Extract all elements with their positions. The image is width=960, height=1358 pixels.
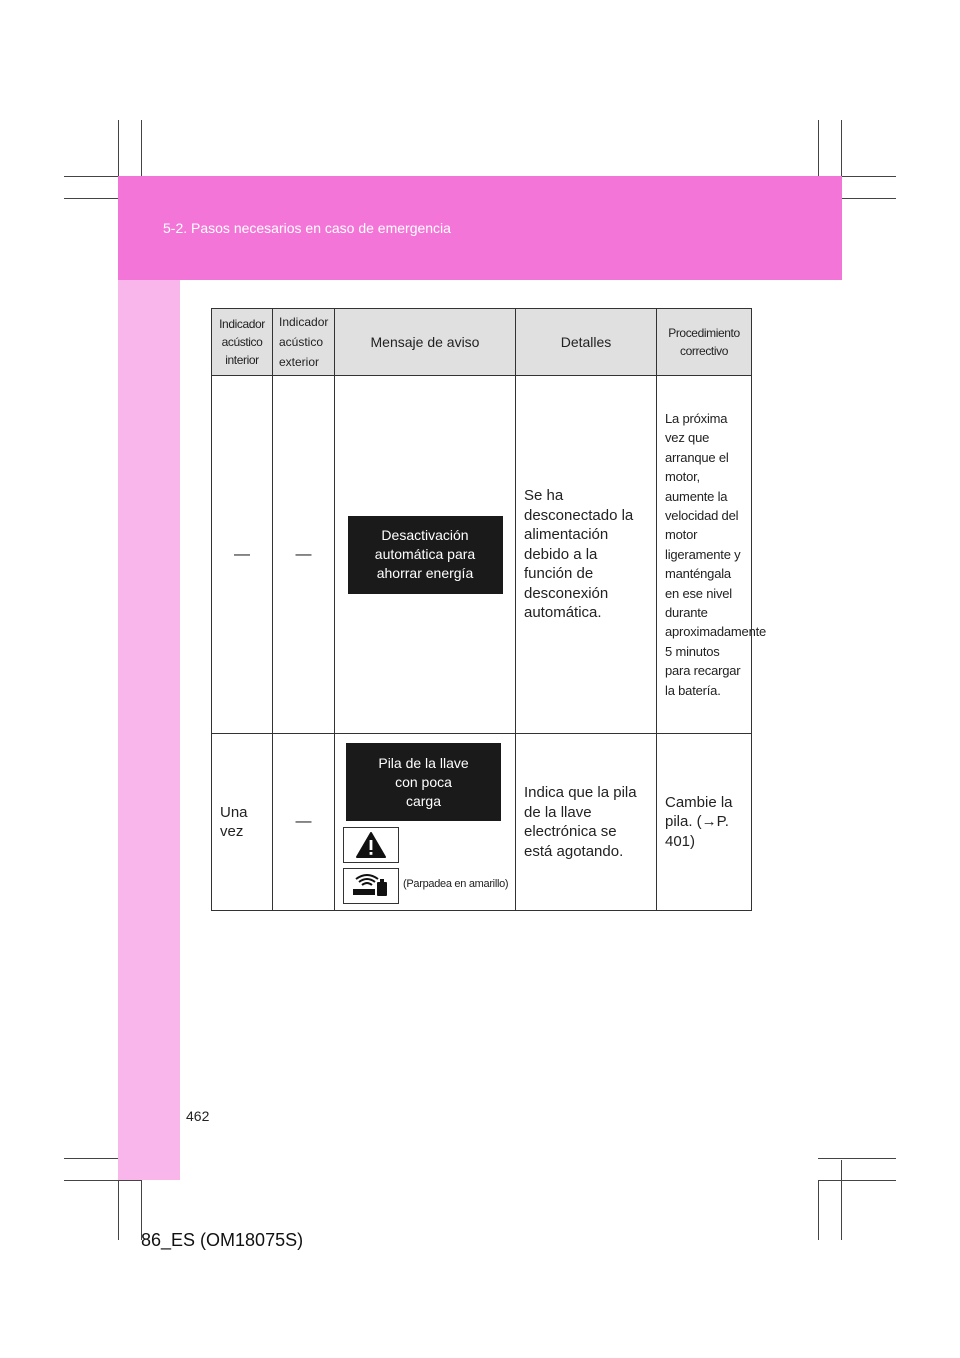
crop-mark: [818, 1180, 896, 1181]
crop-mark: [818, 1158, 896, 1159]
details-text: Indica que la pila de la llave electrónica se está agotando.: [524, 784, 637, 860]
warning-message-cell: [335, 376, 516, 734]
warning-message-cell: [335, 734, 516, 911]
warning-table: [211, 308, 767, 911]
crop-mark: [64, 1180, 142, 1181]
exterior-buzzer-cell: [273, 734, 335, 911]
details-text: Se ha desconectado la alimentación debido a la función de desconexión automática.: [524, 487, 634, 622]
interior-buzzer-value: Una vez: [220, 803, 248, 840]
procedure-cell: [657, 734, 752, 911]
header-exterior-buzzer: Indicador acústico exterior: [273, 309, 335, 376]
warning-message-display: [346, 743, 501, 821]
table-row: [212, 376, 752, 734]
exterior-buzzer-value: —: [295, 545, 312, 563]
procedure-text: Cambie la pila. (→P. 401): [665, 793, 733, 850]
warning-message-text: Desactivación automática para ahorrar energía: [374, 527, 476, 581]
interior-buzzer-cell: [212, 376, 273, 734]
warning-message-text: Pila de la llave con poca carga: [378, 754, 469, 809]
document-code: 86_ES (OM18075S): [141, 1230, 304, 1250]
interior-buzzer-value: —: [234, 545, 250, 563]
warning-message-display: [348, 516, 503, 594]
procedure-cell: [657, 376, 767, 734]
crop-mark: [818, 1180, 819, 1240]
exterior-buzzer-value: —: [295, 813, 312, 830]
section-title: 5-2. Pasos necesarios en caso de emergencia: [163, 220, 451, 236]
flash-note: (Parpadea en amarillo): [403, 878, 509, 890]
header-details: Detalles: [516, 309, 657, 376]
smart-key-battery-icon: [343, 868, 399, 904]
details-cell: [516, 734, 657, 911]
warning-triangle-icon: [343, 827, 399, 863]
table-row: [212, 734, 752, 911]
table-header-row: [212, 309, 752, 376]
header-corrective-procedure: Procedimiento correctivo: [657, 309, 752, 376]
procedure-text: La próxima vez que arranque el motor, aumente la velocidad del motor ligeramente y manténgala en ese nivel durante aproximadamente 5 minutos para recargar la batería.: [665, 410, 767, 698]
header-warning-message: Mensaje de aviso: [335, 309, 516, 376]
page-number: 462: [186, 1108, 210, 1124]
header-interior-buzzer: Indicador acústico interior: [212, 309, 273, 376]
side-band: [118, 280, 180, 1180]
exterior-buzzer-cell: [273, 376, 335, 734]
details-cell: [516, 376, 657, 734]
interior-buzzer-cell: [212, 734, 273, 911]
crop-mark: [841, 1160, 842, 1240]
